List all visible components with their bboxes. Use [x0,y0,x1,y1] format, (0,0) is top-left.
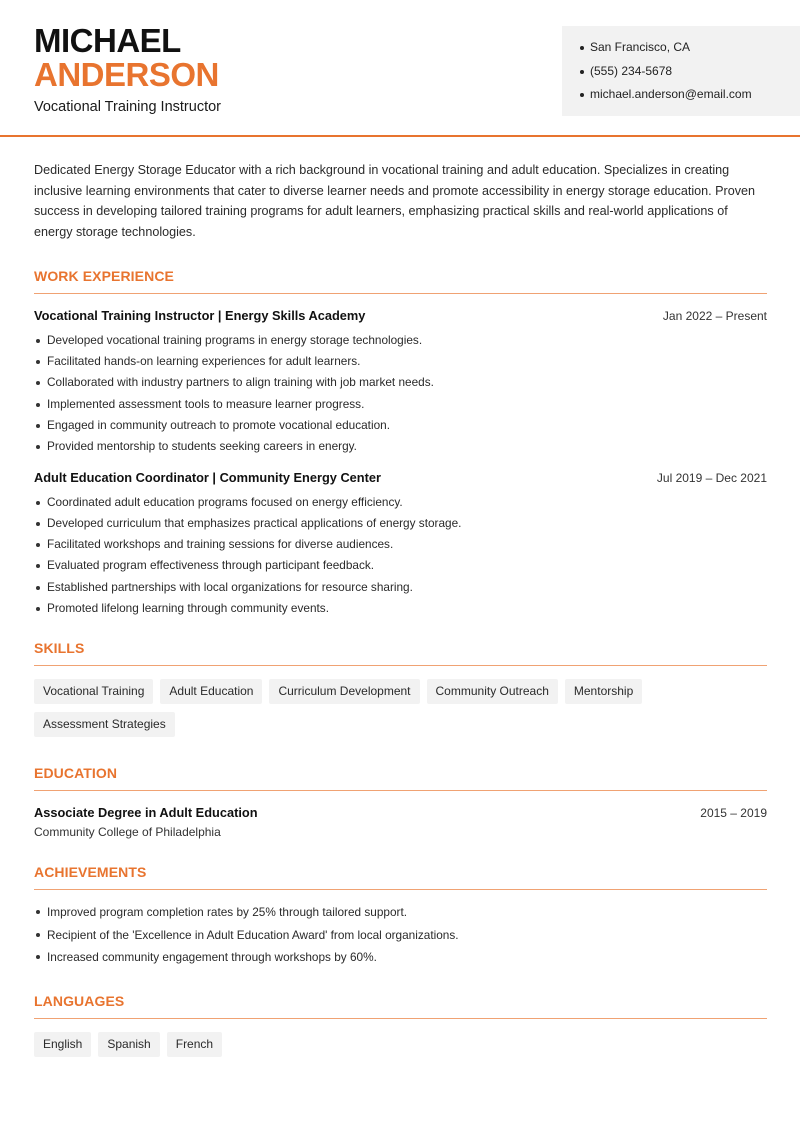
contact-list [580,36,782,107]
contact-email: michael.anderson@email.com [580,83,782,107]
job-role: Vocational Training Instructor | Energy Skills Academy [34,307,366,323]
work-experience-section [34,268,767,620]
full-name [34,24,219,92]
job-bullets [34,330,767,458]
list-item: Improved program completion rates by 25% through tailored support. [34,901,767,924]
resume-body [34,160,767,1057]
skill-tag: Mentorship [565,679,642,704]
section-title-achievements: ACHIEVEMENTS [34,864,767,890]
achievements-section [34,864,767,969]
list-item: Facilitated workshops and training sessions for diverse audiences. [34,534,767,555]
skill-tag: Vocational Training [34,679,153,704]
skill-tags [34,679,767,737]
contact-location: San Francisco, CA [580,36,782,60]
skill-tag: Curriculum Development [269,679,419,704]
skills-section [34,640,767,737]
job-bullets [34,492,767,620]
education-school: Community College of Philadelphia [34,825,221,840]
skill-tag: Assessment Strategies [34,712,175,737]
language-tags [34,1032,767,1057]
contact-phone: (555) 234-5678 [580,60,782,84]
skill-tag: Community Outreach [427,679,558,704]
contact-box [562,26,800,116]
summary: Dedicated Energy Storage Educator with a rich background in vocational training and adult education. Specializes in creating inclusive learning environments that cater to diverse learner needs and promote accessibility in energy storage education. Proven success in developing tailored training programs for adult learners, emphasizing practical skills and real-world applications of energy storage technologies. [34,163,756,240]
list-item: Coordinated adult education programs focused on energy efficiency. [34,492,767,513]
skill-tag: Adult Education [160,679,262,704]
list-item: Developed vocational training programs in energy storage technologies. [34,330,767,351]
job-title: Vocational Training Instructor [34,99,221,115]
resume-header [0,0,800,137]
first-name: MICHAEL [34,22,181,59]
section-title-education: EDUCATION [34,765,767,791]
list-item: Evaluated program effectiveness through participant feedback. [34,555,767,576]
list-item: Provided mentorship to students seeking careers in energy. [34,436,767,457]
section-title-languages: LANGUAGES [34,993,767,1019]
list-item: Collaborated with industry partners to align training with job market needs. [34,372,767,393]
list-item: Developed curriculum that emphasizes practical applications of energy storage. [34,513,767,534]
list-item: Recipient of the 'Excellence in Adult Education Award' from local organizations. [34,924,767,947]
list-item: Increased community engagement through workshops by 60%. [34,946,767,969]
list-item: Established partnerships with local organizations for resource sharing. [34,577,767,598]
list-item: Engaged in community outreach to promote vocational education. [34,415,767,436]
job-date: Jan 2022 – Present [662,308,767,323]
education-degree: Associate Degree in Adult Education [34,805,258,821]
job-date: Jul 2019 – Dec 2021 [656,470,767,485]
list-item: Facilitated hands-on learning experiences for adult learners. [34,351,767,372]
last-name: ANDERSON [34,56,219,93]
job-entry [34,470,767,620]
section-title-skills: SKILLS [34,640,767,666]
languages-section [34,993,767,1057]
job-role: Adult Education Coordinator | Community Energy Center [34,469,381,485]
language-tag: English [34,1032,91,1057]
achievement-list [34,901,767,969]
section-title-work: WORK EXPERIENCE [34,268,767,294]
list-item: Implemented assessment tools to measure learner progress. [34,394,767,415]
education-date: 2015 – 2019 [700,806,767,821]
list-item: Promoted lifelong learning through community events. [34,598,767,619]
job-entry [34,308,767,458]
language-tag: Spanish [98,1032,159,1057]
education-section [34,765,767,839]
language-tag: French [167,1032,222,1057]
